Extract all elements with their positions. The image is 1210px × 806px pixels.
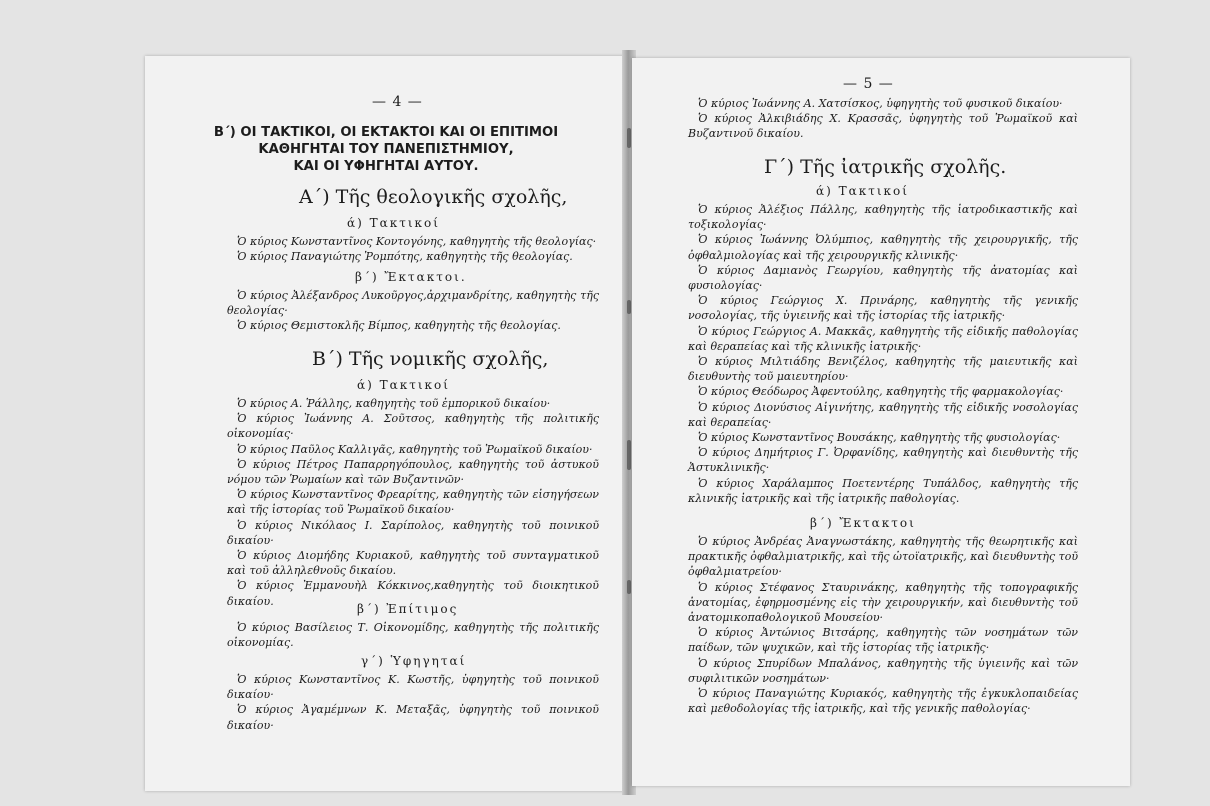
list-item: Ὁ κύριος Δημήτριος Γ. Ὀρφανίδης, καθηγητὴς καὶ διευθυντὴς τῆς Ἀστυκλινικῆς· [688, 446, 1078, 475]
list-item: Ὁ κύριος Ἰωάννης Α. Χατσίσκος, ὑφηγητὴς τοῦ φυσικοῦ δικαίου· [698, 97, 1063, 110]
theology-extraordinary-list [227, 288, 599, 334]
list-item: Ὁ κύριος Μιλτιάδης Βενιζέλος, καθηγητὴς τῆς μαιευτικῆς καὶ διευθυντὴς τοῦ μαιευτηρίου· [688, 355, 1078, 384]
medicine-extraordinary-list [688, 534, 1078, 716]
list-item: Ὁ κύριος Ἀλκιβιάδης Χ. Κρασσᾶς, ὑφηγητὴς τοῦ Ῥωμαϊκοῦ καὶ Βυζαντινοῦ δικαίου. [688, 112, 1078, 141]
right-page [632, 58, 1130, 786]
list-item: Ὁ κύριος Διομήδης Κυριακοῦ, καθηγητὴς τοῦ συνταγματικοῦ καὶ τοῦ ἀλληλεθνοῦς δικαίου. [227, 549, 599, 578]
list-item: Ὁ κύριος Βασίλειος Τ. Οἰκονομίδης, καθηγητὴς τῆς πολιτικῆς οἰκονομίας. [227, 621, 599, 650]
law-assistant-continuation [688, 96, 1078, 142]
subheading-honorary: β΄) Ἐπίτιμος [357, 602, 459, 616]
list-item: Ὁ κύριος Ἀλέξανδρος Λυκοῦργος,ἀρχιμανδρίτης, καθηγητὴς τῆς θεολογίας· [227, 289, 599, 318]
law-tactical-list [227, 396, 599, 609]
list-item: Ὁ κύριος Ἀγαμέμνων Κ. Μεταξᾶς, ὑφηγητὴς τοῦ ποινικοῦ δικαίου· [227, 703, 599, 732]
subheading-assistant: γ΄) Ὑφηγηταί [361, 654, 467, 668]
section-heading-theology: Α΄) Τῆς θεολογικῆς σχολῆς, [299, 186, 568, 208]
list-item: Ὁ κύριος Παῦλος Καλλιγᾶς, καθηγητὴς τοῦ Ῥωμαϊκοῦ δικαίου· [237, 442, 593, 456]
list-item: Ὁ κύριος Ἐμμανουὴλ Κόκκινος,καθηγητὴς τοῦ διοικητικοῦ δικαίου. [227, 579, 599, 608]
list-item: Ὁ κύριος Δαμιανὸς Γεωργίου, καθηγητὴς τῆς ἀνατομίας καὶ φυσιολογίας· [688, 263, 1078, 293]
medicine-tactical-list [688, 202, 1078, 506]
list-item: Ὁ κύριος Χαράλαμπος Ποετεντέρης Τυπάλδος, καθηγητὴς τῆς κλινικῆς ἰατρικῆς καὶ τῆς ἰατρικῆς παθολογίας. [688, 476, 1078, 505]
list-item: Ὁ κύριος Ἀντώνιος Βιτσάρης, καθηγητὴς τῶν νοσημάτων τῶν παίδων, τῶν ψυχικῶν, καὶ τῆς ἱστορίας τῆς ἰατρικῆς· [688, 626, 1078, 655]
subheading-tactical: ά) Τακτικοί [357, 378, 450, 392]
binding-stitch [627, 440, 631, 470]
list-item: Ὁ κύριος Θεόδωρος Ἀφεντούλης, καθηγητὴς τῆς φαρμακολογίας· [698, 385, 1064, 399]
binding-stitch [627, 580, 631, 594]
main-heading-line-3: ΚΑΙ ΟΙ ΥΦΗΓΗΤΑΙ ΑΥΤΟΥ. [293, 159, 479, 174]
list-item: Ὁ κύριος Ἰωάννης Α. Σοῦτσος, καθηγητὴς τῆς πολιτικῆς οἰκονομίας· [227, 412, 599, 441]
list-item: Ὁ κύριος Ἀλέξιος Πάλλης, καθηγητὴς τῆς ἰατροδικαστικῆς καὶ τοξικολογίας· [688, 203, 1078, 232]
list-item: Ὁ κύριος Θεμιστοκλῆς Βίμπος, καθηγητὴς τῆς θεολογίας. [237, 319, 561, 333]
list-item: Ὁ κύριος Κωνσταντῖνος Βουσάκης, καθηγητὴς τῆς φυσιολογίας· [698, 431, 1061, 445]
list-item: Ὁ κύριος Διονύσιος Αἰγινήτης, καθηγητὴς τῆς εἰδικῆς νοσολογίας καὶ θεραπείας· [688, 400, 1078, 429]
page-number: — 4 — [372, 94, 423, 110]
section-heading-medicine: Γ΄) Τῆς ἰατρικῆς σχολῆς. [764, 156, 1007, 178]
list-item: Ὁ κύριος Παναγιώτης Κυριακός, καθηγητὴς τῆς ἐγκυκλοπαιδείας καὶ μεθοδολογίας τῆς ἰατρικῆς, καὶ τῆς γενικῆς παθολογίας· [688, 687, 1078, 716]
subheading-tactical: ά) Τακτικοί [347, 216, 440, 230]
list-item: Ὁ κύριος Παναγιώτης Ῥομπότης, καθηγητὴς τῆς θεολογίας. [237, 250, 573, 264]
list-item: Ὁ κύριος Πέτρος Παπαρρηγόπουλος, καθηγητὴς τοῦ ἀστυκοῦ νόμου τῶν Ῥωμαίων καὶ τῶν Βυζαντινῶν· [227, 457, 599, 487]
list-item: Ὁ κύριος Γεώργιος Χ. Πρινάρης, καθηγητὴς τῆς γενικῆς νοσολογίας, τῆς ὑγιεινῆς καὶ τῆς ἱστορίας τῆς ἰατρικῆς· [688, 294, 1078, 323]
subheading-extraordinary: β΄) Ἔκτακτοι [810, 516, 916, 530]
left-page [145, 56, 627, 791]
section-heading-law: Β΄) Τῆς νομικῆς σχολῆς, [312, 348, 549, 370]
subheading-tactical: ά) Τακτικοί [816, 184, 909, 198]
list-item: Ὁ κύριος Ἀνδρέας Ἀναγνωστάκης, καθηγητὴς τῆς θεωρητικῆς καὶ πρακτικῆς ὀφθαλμιατρικῆς, καὶ τῆς ὠτοϊατρικῆς, καὶ διευθυντὴς τοῦ ὀφθαλμιατρείου· [688, 535, 1078, 579]
list-item: Ὁ κύριος Γεώργιος Α. Μακκᾶς, καθηγητὴς τῆς εἰδικῆς παθολογίας καὶ θεραπείας καὶ τῆς κλινικῆς ἰατρικῆς· [688, 324, 1078, 353]
list-item: Ὁ κύριος Σπυρίδων Μπαλάνος, καθηγητὴς τῆς ὑγιεινῆς καὶ τῶν συφιλιτικῶν νοσημάτων· [688, 656, 1078, 685]
law-assistant-list [227, 672, 599, 733]
page-number: — 5 — [843, 76, 894, 92]
list-item: Ὁ κύριος Κωνσταντῖνος Κ. Κωστῆς, ὑφηγητὴς τοῦ ποινικοῦ δικαίου· [227, 673, 599, 702]
subheading-extraordinary: β΄) Ἔκτακτοι. [355, 270, 467, 284]
list-item: Ὁ κύριος Κωνσταντῖνος Κοντογόνης, καθηγητὴς τῆς θεολογίας· [237, 235, 597, 248]
list-item: Ὁ κύριος Ἰωάννης Ὀλύμπιος, καθηγητὴς τῆς χειρουργικῆς, τῆς ὀφθαλμιολογίας καὶ τῆς χειρουργικῆς κλινικῆς· [688, 233, 1078, 262]
binding-stitch [627, 300, 631, 314]
list-item: Ὁ κύριος Στέφανος Σταυρινάκης, καθηγητὴς τῆς τοπογραφικῆς ἀνατομίας, ἐφηρμοσμένης εἰς τὴν χειρουργικήν, καὶ διευθυντὴς τοῦ ἀνατομικοπαθολογικοῦ Μουσείου· [688, 580, 1078, 625]
list-item: Ὁ κύριος Α. Ῥάλλης, καθηγητὴς τοῦ ἐμπορικοῦ δικαίου· [237, 397, 551, 410]
main-heading-line-2: ΚΑΘΗΓΗΤΑΙ ΤΟΥ ΠΑΝΕΠΙΣΤΗΜΙΟΥ, [258, 142, 514, 157]
main-heading-line-1: Β΄) ΟΙ ΤΑΚΤΙΚΟΙ, ΟΙ ΕΚΤΑΚΤΟΙ ΚΑΙ ΟΙ ΕΠΙΤΙΜΟΙ [213, 125, 559, 140]
binding-stitch [627, 128, 631, 148]
list-item: Ὁ κύριος Κωνσταντῖνος Φρεαρίτης, καθηγητὴς τῶν εἰσηγήσεων καὶ τῆς ἱστορίας τοῦ Ῥωμαϊκοῦ δικαίου· [227, 488, 599, 517]
law-honorary-list [227, 620, 599, 650]
theology-tactical-list [227, 234, 599, 264]
list-item: Ὁ κύριος Νικόλαος Ι. Σαρίπολος, καθηγητὴς τοῦ ποινικοῦ δικαίου· [227, 518, 599, 547]
